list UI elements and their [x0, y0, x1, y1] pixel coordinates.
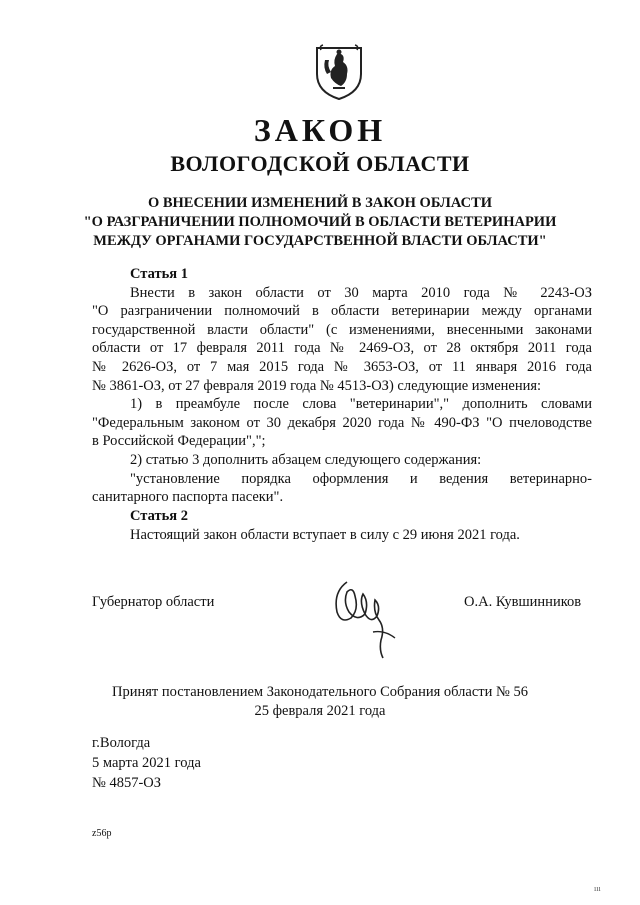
- article-1-line: 1) в преамбуле после слова "ветеринарии"," дополнить словами: [130, 396, 592, 413]
- article-2: [92, 507, 592, 544]
- article-2-heading: Статья 2: [130, 508, 188, 524]
- article-1-line: № 3861-ОЗ, от 27 февраля 2019 года № 4513-ОЗ) следующие изменения:: [92, 377, 542, 394]
- article-1-line: области от 17 февраля 2011 года № 2469-ОЗ, от 28 октября 2011 года: [92, 340, 592, 357]
- article-1-line: санитарного паспорта пасеки".: [92, 489, 284, 506]
- coat-of-arms-icon: [311, 44, 367, 102]
- place-date-block: [92, 733, 201, 793]
- article-2-text: Настоящий закон области вступает в силу с 29 июня 2021 года.: [130, 526, 520, 543]
- article-1-line: "О разграничении полномочий в области ветеринарии между органами: [92, 303, 592, 320]
- document-code: z56р: [92, 828, 112, 839]
- article-1-line: "установление порядка оформления и ведения ветеринарно-: [130, 470, 592, 487]
- subtitle-line: МЕЖДУ ОРГАНАМИ ГОСУДАРСТВЕННОЙ ВЛАСТИ ОБЛАСТИ": [93, 233, 547, 249]
- adoption-line: Принят постановлением Законодательного Собрания области № 56: [112, 684, 528, 700]
- scan-mark: ııı: [594, 884, 601, 893]
- article-1-line: Внести в закон области от 30 марта 2010 года № 2243-ОЗ: [130, 284, 592, 301]
- signatory-position: Губернатор области: [92, 594, 215, 610]
- article-1-line: 2) статью 3 дополнить абзацем следующего содержания:: [130, 451, 482, 468]
- article-1-line: "Федеральным законом от 30 декабря 2020 года № 490-ФЗ "О пчеловодстве: [92, 414, 592, 431]
- article-1-heading: Статья 1: [130, 266, 188, 282]
- adoption-date: 25 февраля 2021 года: [254, 702, 386, 719]
- region-title: ВОЛОГОДСКОЙ ОБЛАСТИ: [170, 151, 470, 176]
- law-subtitle: [0, 194, 640, 251]
- article-1: [92, 265, 592, 507]
- law-number: № 4857-ОЗ: [92, 775, 162, 791]
- signatory-name: О.А. Кувшинников: [464, 594, 582, 610]
- handwritten-signature: [325, 572, 405, 662]
- article-1-line: государственной власти области" (с изменениями, внесенными законами: [92, 321, 592, 338]
- article-1-line: № 2626-ОЗ, от 7 мая 2015 года № 3653-ОЗ, от 11 января 2016 года: [92, 358, 592, 375]
- sign-date: 5 марта 2021 года: [92, 755, 201, 771]
- article-1-line: в Российской Федерации",";: [92, 433, 266, 450]
- adoption-note: [0, 683, 640, 720]
- subtitle-line: О ВНЕСЕНИИ ИЗМЕНЕНИЙ В ЗАКОН ОБЛАСТИ: [147, 195, 493, 211]
- law-title: ЗАКОН: [253, 112, 387, 148]
- city: г.Вологда: [92, 735, 151, 751]
- subtitle-line: "О РАЗГРАНИЧЕНИИ ПОЛНОМОЧИЙ В ОБЛАСТИ ВЕТЕРИНАРИИ: [83, 214, 557, 230]
